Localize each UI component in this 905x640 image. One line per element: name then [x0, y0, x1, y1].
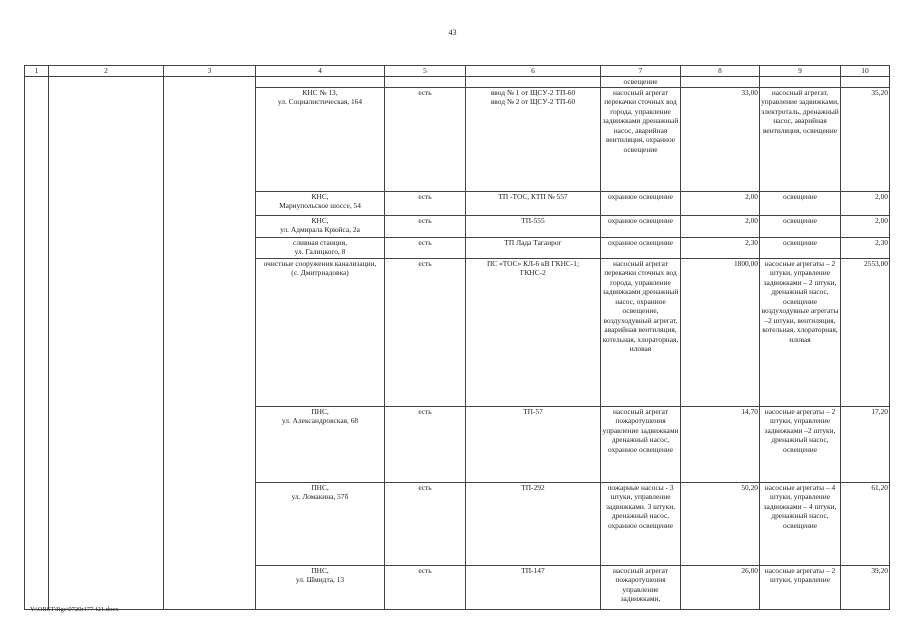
cell-c7: охранное освещение: [601, 191, 681, 215]
file-path-footer: Y:\ORST\Rgc\0720r177-f21.docx: [30, 606, 119, 613]
header-row: [25, 66, 890, 77]
cell-c5: есть: [385, 258, 466, 406]
cell-c8: 1800,00: [681, 258, 760, 406]
cell-c8: 26,00: [681, 565, 760, 609]
cell-c10: 61,20: [841, 482, 890, 565]
cell-c10: 2,30: [841, 237, 890, 258]
cell-c10: 2553,00: [841, 258, 890, 406]
col-header: 4: [256, 66, 385, 77]
cell-c4: очистные сооружения канализации, (с. Дмитриадовка): [256, 258, 385, 406]
cell-c7: охранное освещение: [601, 237, 681, 258]
cell-c10: 2,00: [841, 215, 890, 237]
cell-c6: [466, 77, 601, 88]
cell-c5: [385, 77, 466, 88]
cell-c7: пожарные насосы - 3 штуки, управление задвижками. 3 штуки, дренажный насос, охранное освещение: [601, 482, 681, 565]
cell-c7: насосный агрегат перекачки сточных вод города, управление задвижками дренажный насос, аварийная вентиляция, охранное освещение: [601, 87, 681, 191]
cell-c9: насосные агрегаты – 2 штуки, управление задвижками – 2 штуки, дренажный насос, освещение воздуходувные агрегаты –2 штуки, вентиляция, котельная, хлораторная, иловая: [760, 258, 841, 406]
cell-c6: ТП Лада Таганрог: [466, 237, 601, 258]
cell-c9: насосный агрегат, управление задвижками, электроталь, дренажный насос, аварийная вентиляция, освещение: [760, 87, 841, 191]
col-header: 9: [760, 66, 841, 77]
cell-c6: ПС «ТОС» КЛ-6 кВ ГКНС-1; ГКНС-2: [466, 258, 601, 406]
cell-c6: ТП -ТОС, КТП № 557: [466, 191, 601, 215]
cell-c5: есть: [385, 565, 466, 609]
cell-c9: насосные агрегаты – 2 штуки, управление: [760, 565, 841, 609]
col-header: 1: [25, 66, 49, 77]
data-table: [24, 65, 890, 610]
col-header: 2: [49, 66, 164, 77]
cell-c10: [841, 77, 890, 88]
cell-c9: насосные агрегаты – 2 штуки, управление задвижками –2 штуки, дренажный насос, освещение: [760, 406, 841, 482]
cell-c7: освещение: [601, 77, 681, 88]
cell-c8: 33,00: [681, 87, 760, 191]
cell-c6: ТП-555: [466, 215, 601, 237]
cell-c5: есть: [385, 406, 466, 482]
cell-c9: освещение: [760, 237, 841, 258]
cell-c10: 35,20: [841, 87, 890, 191]
cell-c10: 39,20: [841, 565, 890, 609]
cell-c7: насосный агрегат пожаротушения управление задвижками,: [601, 565, 681, 609]
cell-c5: есть: [385, 87, 466, 191]
cell-c8: 2,30: [681, 237, 760, 258]
col-header: 3: [164, 66, 256, 77]
cell-c5: есть: [385, 215, 466, 237]
col-header: 6: [466, 66, 601, 77]
cell-c6: ТП-147: [466, 565, 601, 609]
cell-c8: 14,70: [681, 406, 760, 482]
cell-c9: [760, 77, 841, 88]
cell-c8: 50,20: [681, 482, 760, 565]
cell-c8: [681, 77, 760, 88]
cell-c6: ввод № 1 от ЩСУ-2 ТП-60 ввод № 2 от ЩСУ-2 ТП-60: [466, 87, 601, 191]
cell-c6: ТП-292: [466, 482, 601, 565]
col-header: 10: [841, 66, 890, 77]
cell-c5: есть: [385, 191, 466, 215]
cell-c7: охранное освещение: [601, 215, 681, 237]
cell-c4: КНС, ул. Адмирала Крюйса, 2а: [256, 215, 385, 237]
merged-cell-c2: [49, 77, 164, 610]
cell-c8: 2,00: [681, 191, 760, 215]
table-row: [25, 77, 890, 88]
merged-cell-c3: [164, 77, 256, 610]
cell-c4: ПНС, ул. Александровская, 68: [256, 406, 385, 482]
cell-c8: 2,00: [681, 215, 760, 237]
cell-c4: [256, 77, 385, 88]
col-header: 8: [681, 66, 760, 77]
cell-c9: освещение: [760, 191, 841, 215]
cell-c5: есть: [385, 237, 466, 258]
cell-c4: сливная станция, ул. Галицкого, 8: [256, 237, 385, 258]
cell-c10: 2,00: [841, 191, 890, 215]
page-number: 43: [448, 28, 457, 37]
cell-c7: насосный агрегат перекачки сточных вод города, управление задвижками дренажный насос, охранное освещение, воздуходувный агрегат, аварийная вентиляция, котельная, хлораторная, иловая: [601, 258, 681, 406]
col-header: 5: [385, 66, 466, 77]
cell-c4: ПНС, ул. Шмидта, 13: [256, 565, 385, 609]
cell-c9: насосные агрегаты – 4 штуки, управление задвижками – 4 штуки, дренажный насос, освещение: [760, 482, 841, 565]
cell-c4: ПНС, ул. Ломакина, 57б: [256, 482, 385, 565]
col-header: 7: [601, 66, 681, 77]
cell-c7: насосный агрегат пожаротушения управление задвижками дренажный насос, охранное освещение: [601, 406, 681, 482]
merged-cell-c1: [25, 77, 49, 610]
cell-c5: есть: [385, 482, 466, 565]
cell-c4: КНС № 13, ул. Социалистическая, 164: [256, 87, 385, 191]
cell-c6: ТП-57: [466, 406, 601, 482]
cell-c9: освещение: [760, 215, 841, 237]
cell-c4: КНС, Мариупольское шоссе, 54: [256, 191, 385, 215]
cell-c10: 17,20: [841, 406, 890, 482]
